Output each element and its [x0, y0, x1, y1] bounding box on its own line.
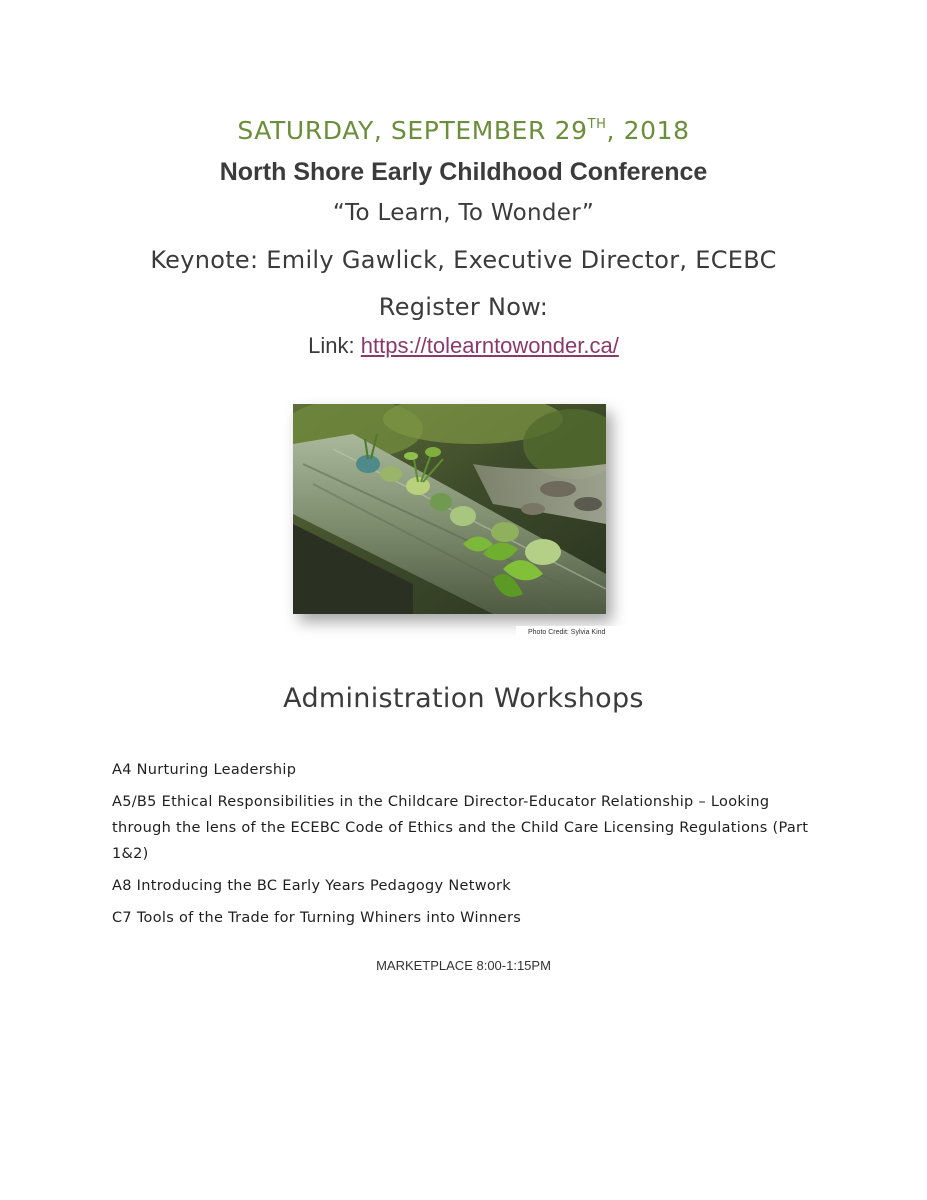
keynote-speaker: Keynote: Emily Gawlick, Executive Director, ECEBC: [150, 246, 777, 274]
event-date-year: , 2018: [606, 116, 690, 145]
conference-photo: [293, 404, 606, 614]
photo-credit: Photo Credit: Sylvia Kind: [516, 626, 636, 648]
registration-link[interactable]: https://tolearntowonder.ca/: [360, 333, 619, 358]
photo-illustration: [293, 404, 606, 614]
registration-link-line: [0, 333, 927, 359]
workshop-item-c7: C7 Tools of the Trade for Turning Whiners into Winners: [112, 910, 522, 926]
link-label: Link:: [308, 333, 361, 358]
workshop-list: [112, 757, 812, 937]
conference-theme: “To Learn, To Wonder”: [332, 200, 595, 226]
conference-title: North Shore Early Childhood Conference: [219, 158, 708, 186]
event-date-suffix: TH: [587, 117, 607, 132]
workshop-item-a8: A8 Introducing the BC Early Years Pedagogy Network: [112, 878, 511, 894]
workshop-item-a5-b5: A5/B5 Ethical Responsibilities in the Childcare Director-Educator Relationship – Looking through the lens of the ECEBC Code of Ethics and the Child Care Licensing Regulations (Part 1&2): [112, 794, 809, 862]
event-date: [0, 116, 927, 145]
section-heading: Administration Workshops: [283, 683, 644, 714]
marketplace-hours: MARKETPLACE 8:00-1:15PM: [376, 958, 551, 973]
event-date-main: SATURDAY, SEPTEMBER 29: [237, 116, 588, 145]
register-heading: Register Now:: [378, 293, 549, 321]
workshop-item-a4: A4 Nurturing Leadership: [112, 762, 297, 778]
